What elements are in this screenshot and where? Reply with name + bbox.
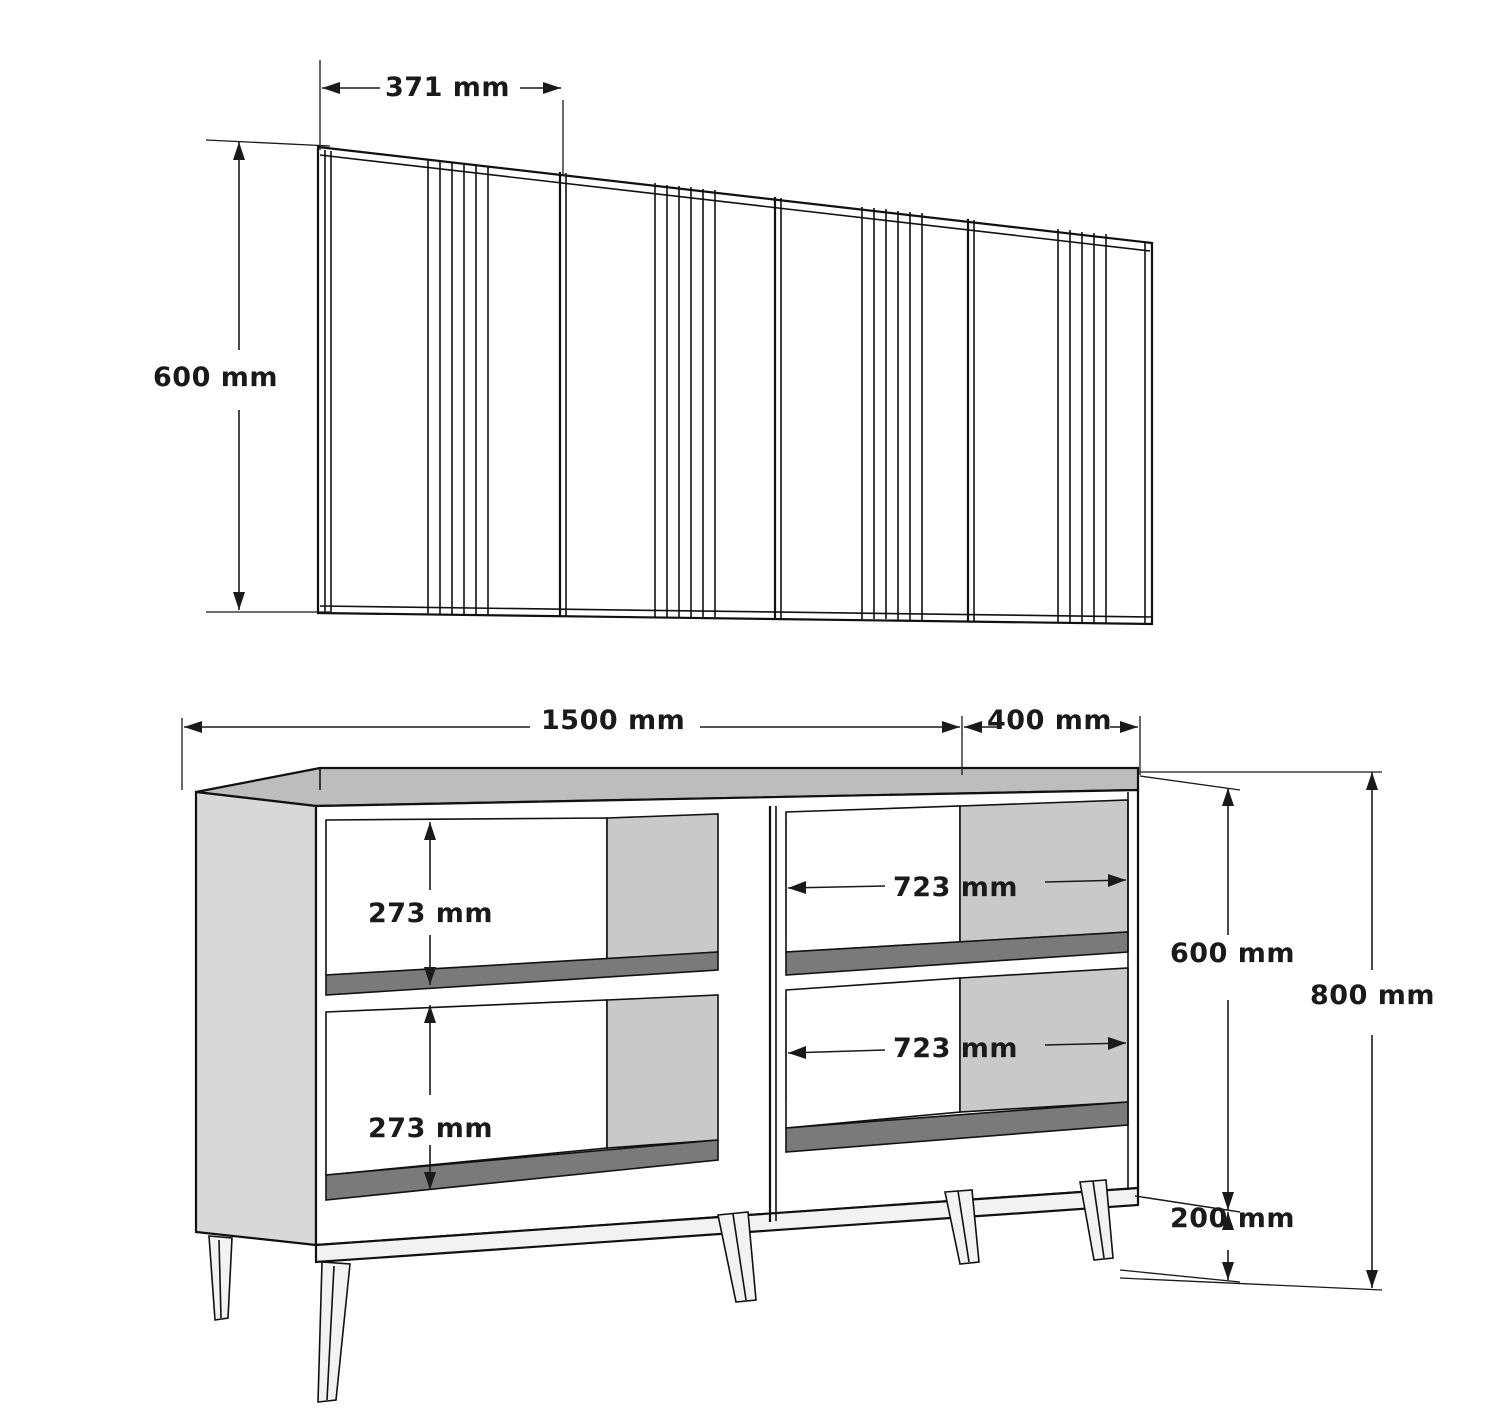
dim-label-200: 200 mm: [1170, 1203, 1296, 1234]
left-side-panel: [196, 792, 316, 1245]
front-panel-body: [318, 147, 1152, 624]
dim-label-273-lower: 273 mm: [368, 1113, 494, 1144]
dim-label-371: 371 mm: [385, 72, 511, 103]
compartment-upper-left-side: [607, 814, 718, 960]
leg-front-left: [209, 1236, 232, 1320]
compartment-upper-right-side: [960, 800, 1128, 942]
dim-label-1500: 1500 mm: [541, 705, 686, 736]
dim-label-600-front: 600 mm: [153, 362, 279, 393]
perspective-view: [196, 768, 1138, 1402]
dim-label-723-lower: 723 mm: [893, 1033, 1019, 1064]
dim-label-273-upper: 273 mm: [368, 898, 494, 929]
dim-label-723-upper: 723 mm: [893, 872, 1019, 903]
compartment-lower-left-back: [326, 1000, 607, 1175]
compartment-lower-left-side: [607, 995, 718, 1148]
front-elevation-view: [318, 147, 1152, 624]
dim-label-800: 800 mm: [1310, 980, 1436, 1011]
dim-label-400: 400 mm: [987, 705, 1113, 736]
leg-front-center-left: [318, 1262, 350, 1402]
dimension-600-cabinet: [1135, 776, 1240, 1212]
compartment-upper-left-back: [326, 818, 607, 975]
dim-label-600-cabinet: 600 mm: [1170, 938, 1296, 969]
